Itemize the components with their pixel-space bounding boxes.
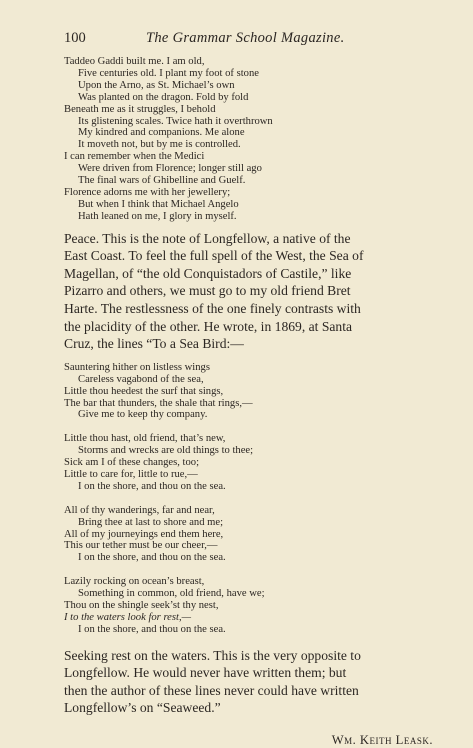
prose-paragraph-2 <box>64 647 437 717</box>
prose-line: Cruz, the lines “To a Sea Bird:— <box>64 336 244 352</box>
poem-line: Thou on the shingle seek’st thy nest, <box>64 599 219 611</box>
poem-line: Hath leaned on me, I glory in myself. <box>78 210 237 222</box>
poem-stanza <box>64 433 437 493</box>
poem-line: I can remember when the Medici <box>64 151 205 163</box>
prose-line: Magellan, of “the old Conquistadors of Castile,” like <box>64 265 352 281</box>
page-number: 100 <box>64 30 86 46</box>
prose-line: Pizarro and others, we must go to my old friend Bret <box>64 283 351 299</box>
page-header <box>64 30 437 52</box>
poem-line: But when I think that Michael Angelo <box>78 198 239 210</box>
sea-bird-poem <box>64 362 437 636</box>
poem-stanza <box>64 56 437 223</box>
poem-line: It moveth not, but by me is controlled. <box>78 139 241 151</box>
poem-line: All of thy wanderings, far and near, <box>64 504 215 516</box>
poem-line: Something in common, old friend, have we; <box>78 588 265 600</box>
prose-line: Harte. The restlessness of the one finely contrasts with <box>64 301 361 317</box>
author-signature: Wm. Keith Leask. <box>331 733 433 748</box>
poem-line: The final wars of Ghibelline and Guelf. <box>78 175 246 187</box>
prose-line: Longfellow. He would never have written them; but <box>64 665 347 681</box>
poem-line: I on the shore, and thou on the sea. <box>78 480 226 492</box>
poem-line: I to the waters look for rest,— <box>64 611 192 623</box>
poem-line: Five centuries old. I plant my foot of stone <box>78 67 259 79</box>
poem-line: Sauntering hither on listless wings <box>64 361 210 373</box>
poem-line: The bar that thunders, the shale that rings,— <box>64 397 253 409</box>
prose-line: then the author of these lines never could have written <box>64 682 359 698</box>
poem-line: My kindred and companions. Me alone <box>78 127 245 139</box>
poem-line: Careless vagabond of the sea, <box>78 373 204 385</box>
poem-line: Taddeo Gaddi built me. I am old, <box>64 56 205 67</box>
prose-line: Longfellow’s on “Seaweed.” <box>64 700 221 716</box>
poem-line: Was planted on the dragon. Fold by fold <box>78 91 249 103</box>
poem-line: Give me to keep thy company. <box>78 409 208 421</box>
poem-line: I on the shore, and thou on the sea. <box>78 623 226 635</box>
poem-stanza <box>64 576 437 636</box>
poem-line: Little thou hast, old friend, that’s new, <box>64 433 226 445</box>
prose-line: East Coast. To feel the full spell of the West, the Sea of <box>64 248 364 264</box>
poem-line: This our tether must be our cheer,— <box>64 540 218 552</box>
poem-line: Little to care for, little to rue,— <box>64 468 198 480</box>
running-head: The Grammar School Magazine. <box>146 30 345 46</box>
poem-line: Little thou heedest the surf that sings, <box>64 385 224 397</box>
poem-line: Lazily rocking on ocean’s breast, <box>64 576 205 588</box>
prose-line: Seeking rest on the waters. This is the very opposite to <box>64 647 361 663</box>
poem-line: All of my journeyings end them here, <box>64 528 224 540</box>
poem-stanza <box>64 505 437 565</box>
poem-stanza <box>64 362 437 422</box>
poem-line: Sick am I of these changes, too; <box>64 457 200 469</box>
poem-line: Storms and wrecks are old things to thee; <box>78 445 254 457</box>
prose-paragraph-1 <box>64 230 437 353</box>
poem-line: Its glistening scales. Twice hath it overthrown <box>78 115 273 127</box>
poem-line: Beneath me as it struggles, I behold <box>64 103 216 115</box>
poem-line: Bring thee at last to shore and me; <box>78 516 224 528</box>
prose-line: Peace. This is the note of Longfellow, a native of the <box>64 230 351 246</box>
poem-line: I on the shore, and thou on the sea. <box>78 552 226 564</box>
poem-line: Florence adorns me with her jewellery; <box>64 186 231 198</box>
poem-line: Upon the Arno, as St. Michael’s own <box>78 79 235 91</box>
sonnet-poem <box>64 56 437 223</box>
poem-line: Were driven from Florence; longer still ago <box>78 163 262 175</box>
prose-line: the placidity of the other. He wrote, in 1869, at Santa <box>64 318 353 334</box>
